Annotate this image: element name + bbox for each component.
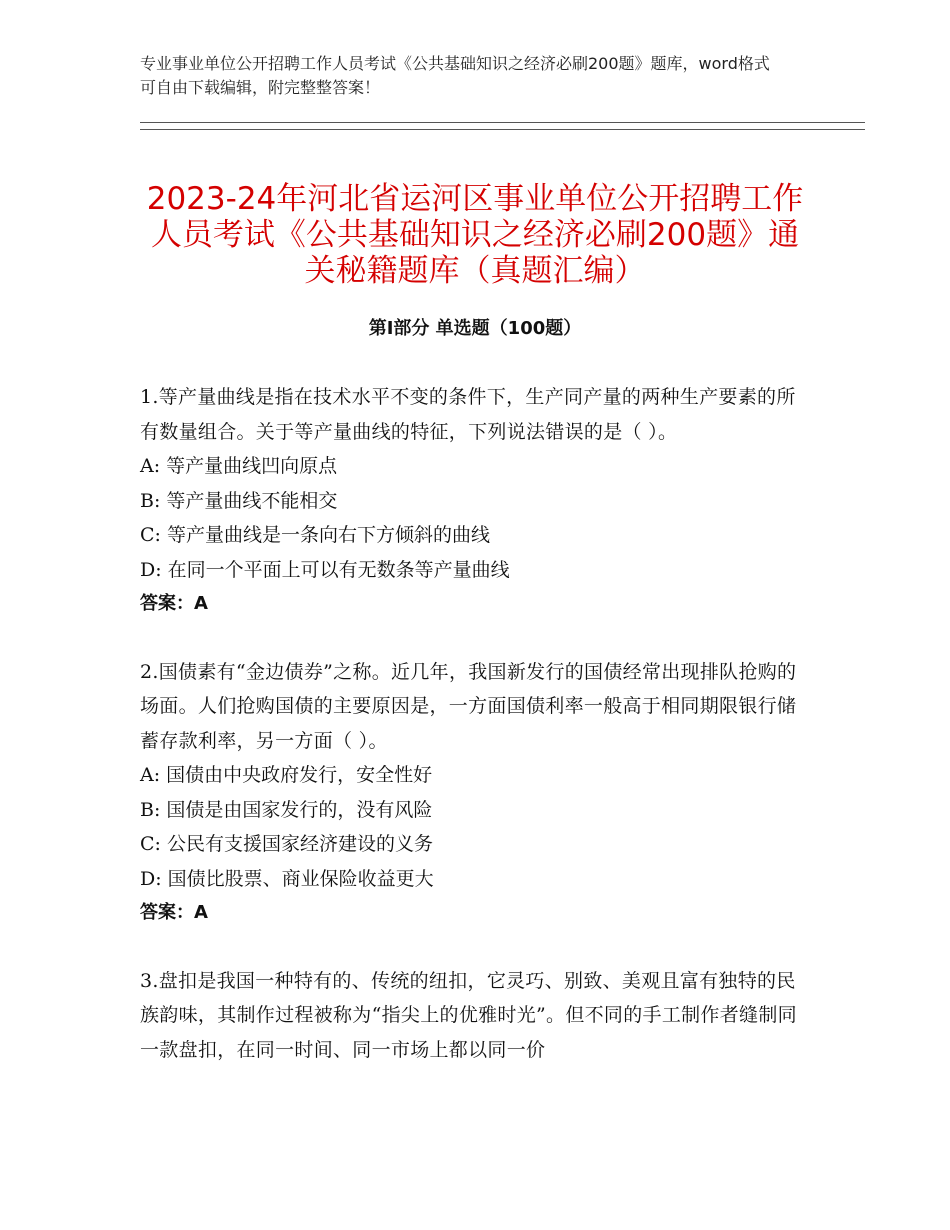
option-a: A: 等产量曲线凹向原点 [140, 455, 338, 477]
option-d: D: 在同一个平面上可以有无数条等产量曲线 [140, 558, 510, 581]
question-stem: 3.盘扣是我国一种特有的、传统的纽扣，它灵巧、别致、美观且富有独特的民族韵味，其制作过程被称为“指尖上的优雅时光”。但不同的手工制作者缝制同一款盘扣，在同一时间、同一市场上都以同一价 [140, 969, 797, 1061]
answer: 答案：A [140, 593, 208, 614]
header-note: 专业事业单位公开招聘工作人员考试《公共基础知识之经济必刷200题》题库，word格式可自由下载编辑，附完整整答案！ [140, 54, 770, 97]
question-stem: 2.国债素有“金边债券”之称。近几年，我国新发行的国债经常出现排队抢购的场面。人们抢购国债的主要原因是，一方面国债利率一般高于相同期限银行储蓄存款利率，另一方面（ ）。 [140, 660, 797, 752]
document-title: 2023-24年河北省运河区事业单位公开招聘工作人员考试《公共基础知识之经济必刷200题》通关秘籍题库（真题汇编） [146, 180, 804, 289]
option-d: D: 国债比股票、商业保险收益更大 [140, 867, 434, 890]
option-b: B: 等产量曲线不能相交 [140, 489, 338, 512]
question-3 [140, 964, 805, 1068]
question-1 [140, 380, 805, 622]
question-list [140, 380, 805, 1100]
option-c: C: 等产量曲线是一条向右下方倾斜的曲线 [140, 524, 490, 546]
option-c: C: 公民有支援国家经济建设的义务 [140, 833, 433, 855]
section-title: 第Ⅰ部分 单选题（100题） [368, 318, 582, 339]
question-2 [140, 655, 805, 931]
option-a: A: 国债由中央政府发行，安全性好 [140, 764, 433, 786]
question-stem: 1.等产量曲线是指在技术水平不变的条件下，生产同产量的两种生产要素的所有数量组合。关于等产量曲线的特征，下列说法错误的是（ ）。 [140, 386, 796, 443]
header-divider [140, 122, 865, 130]
option-b: B: 国债是由国家发行的，没有风险 [140, 798, 433, 821]
answer: 答案：A [140, 902, 208, 923]
